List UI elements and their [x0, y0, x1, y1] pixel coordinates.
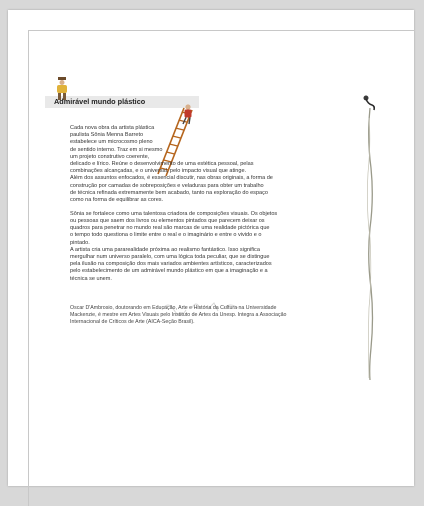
body-line: técnica se unem.: [70, 275, 112, 282]
body-line: mergulhar num universo paralelo, com uma lógica toda peculiar, que se distingue: [70, 253, 270, 260]
body-line: de técnica refinada extremamente bem acabado, tanto na exploração do espaço: [70, 189, 268, 196]
body-line: pelo estabelecimento de um admirável mundo plástico em que a imaginação e a: [70, 268, 268, 275]
body-line: Além dos assuntos enfocados, é essencial discutir, nas obras originais, a forma de: [70, 175, 273, 182]
body-line: Cada nova obra da artista plástica: [70, 125, 155, 131]
hanging-string-icon: [358, 108, 378, 380]
author-note-line: Internacional de Críticos de Arte (AICA-Seção Brasil).: [70, 319, 195, 325]
author-note: [70, 305, 306, 326]
body-line: combinações alcançadas, e o universal, pelo impacto visual que atinge.: [70, 168, 247, 175]
body-line: estabelece um microcosmo pleno: [70, 139, 153, 146]
body-line: delicado e lírico. Reúne o desenvolvimento de uma estética pessoal, pelas: [70, 161, 254, 168]
body-line: paulista Sônia Menna Barreto: [70, 132, 144, 139]
author-note-line: Mackenzie, é mestre em Artes Visuais pelo Instituto de Artes da Unesp. Integra a Associação: [70, 312, 287, 318]
body-line: A artista cria uma pararealidade próxima ao realismo fantástico. Isso significa: [70, 246, 260, 253]
body-line: de sentido interno. Traz em si mesmo: [70, 146, 163, 153]
page-title: Admirável mundo plástico: [54, 97, 146, 106]
body-line: ou pessoas que saem dos livros ou elementos pintados que parecem deixar os: [70, 217, 265, 224]
document-page: [8, 10, 414, 486]
body-text: [70, 125, 302, 283]
body-line: o tempo todo questiona o limite entre o real e o imaginário e entre o vivido e o: [70, 232, 262, 239]
body-line: um projeto construtivo coerente,: [70, 153, 150, 160]
body-line: Sônia se fortalece como uma talentosa criadora de composições visuais. Os objetos: [70, 210, 278, 217]
body-line: quadros para penetrar no mundo real são marcas de uma realidade pictórica que: [70, 225, 270, 232]
body-line: construção por camadas de sobreposições e veladuras para obter um trabalho: [70, 182, 264, 189]
body-line: pintado.: [70, 239, 90, 246]
body-line: como na forma de equilibrar as cores.: [70, 197, 164, 204]
author-note-line: Oscar D'Ambrosio, doutorando em Educação, Arte e História da Cultura na Universidade: [70, 305, 277, 311]
body-line: pela ilusão na composição dos mais variados ambientes artísticos, caracterizados: [70, 261, 272, 268]
